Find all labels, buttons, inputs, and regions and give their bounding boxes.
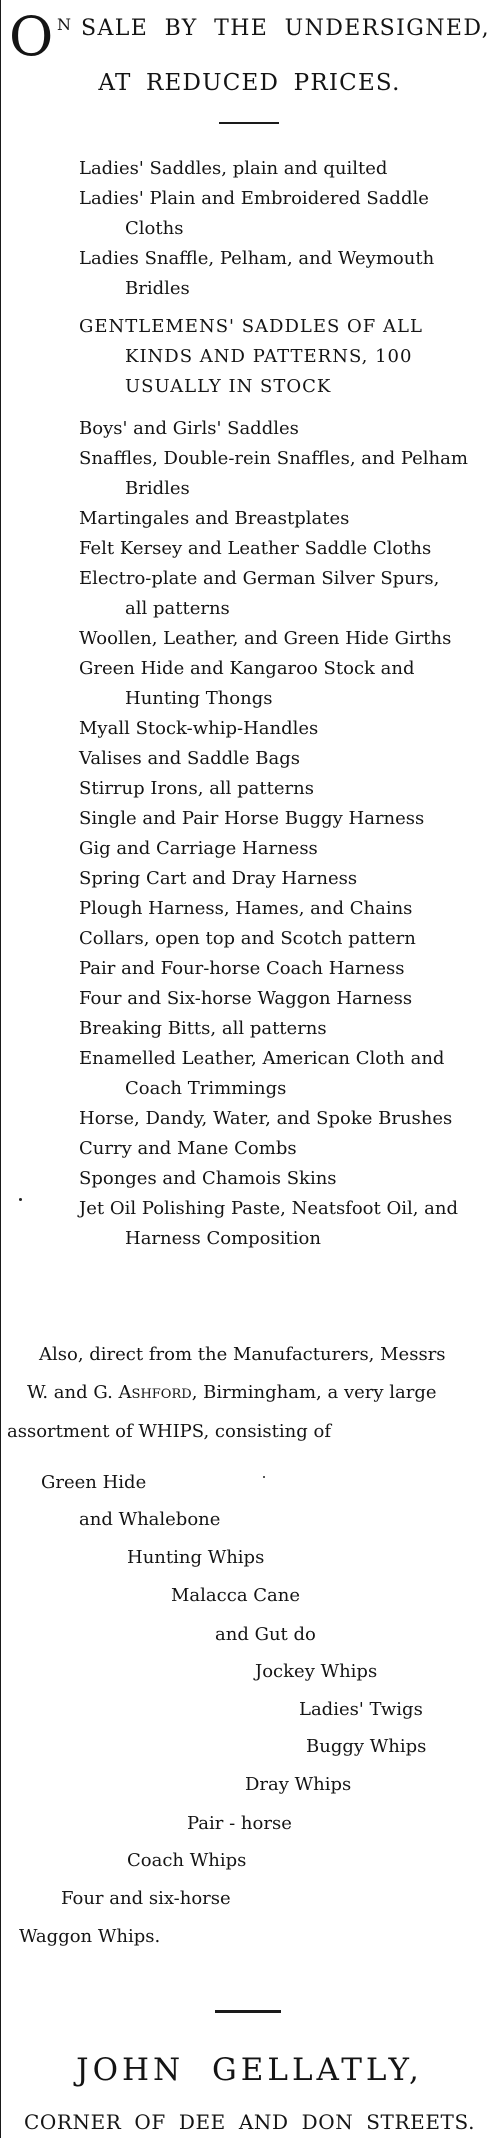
list-item <box>79 774 489 804</box>
list-item <box>79 894 489 924</box>
list-item-line: Boys' and Girls' Saddles <box>79 418 299 439</box>
list-item <box>79 184 489 244</box>
whip-item: and Whalebone <box>79 1509 221 1530</box>
whip-item: Hunting Whips <box>127 1547 265 1568</box>
list-item <box>79 744 489 774</box>
list-item-line: Martingales and Breastplates <box>79 508 350 529</box>
list-item-line: Collars, open top and Scotch pattern <box>79 928 416 949</box>
merchant-name: JOHN GELLATLY, <box>76 2052 423 2088</box>
list-item-continuation: Harness Composition <box>125 1228 321 1249</box>
list-item-line: GENTLEMENS' SADDLES OF ALL <box>79 316 423 337</box>
whip-item: Jockey Whips <box>255 1661 378 1682</box>
list-item <box>79 444 489 504</box>
also-line-1: Also, direct from the Manufacturers, Messrs <box>39 1344 446 1365</box>
list-item <box>79 504 489 534</box>
list-item <box>79 244 489 304</box>
also-line-2-a: W. and G. <box>27 1382 119 1403</box>
whip-item: Malacca Cane <box>171 1585 301 1606</box>
heading-line-1-text: SALE BY THE UNDERSIGNED, <box>81 16 490 41</box>
list-item-line: Valises and Saddle Bags <box>79 748 300 769</box>
list-item-line: Myall Stock-whip-Handles <box>79 718 319 739</box>
whip-item: Coach Whips <box>127 1850 247 1871</box>
list-item-line: Plough Harness, Hames, and Chains <box>79 898 413 919</box>
print-speck <box>19 1198 22 1201</box>
list-item-line: Ladies' Plain and Embroidered Saddle <box>79 188 429 209</box>
list-item <box>79 834 489 864</box>
whip-item: Waggon Whips. <box>19 1926 161 1947</box>
manufacturer-name: Ashford <box>118 1382 192 1403</box>
list-item <box>79 154 489 184</box>
list-item-line: Spring Cart and Dray Harness <box>79 868 358 889</box>
list-item-line: Felt Kersey and Leather Saddle Cloths <box>79 538 432 559</box>
heading-divider <box>219 122 279 124</box>
list-item <box>79 804 489 834</box>
list-item <box>79 1164 489 1194</box>
whip-item: and Gut do <box>215 1624 316 1645</box>
whip-item: Four and six-horse <box>61 1888 231 1909</box>
list-item <box>79 954 489 984</box>
also-line-2-b: , Birmingham, a very large <box>191 1382 437 1403</box>
list-item-line: Pair and Four-horse Coach Harness <box>79 958 405 979</box>
heading-line-2: AT REDUCED PRICES. <box>98 70 401 96</box>
list-item <box>79 1104 489 1134</box>
list-item <box>79 1044 489 1104</box>
list-item-line: Horse, Dandy, Water, and Spoke Brushes <box>79 1108 453 1129</box>
list-item-line: Breaking Bitts, all patterns <box>79 1018 327 1039</box>
list-item <box>79 534 489 564</box>
list-item-line: Stirrup Irons, all patterns <box>79 778 314 799</box>
list-item-line: Ladies' Saddles, plain and quilted <box>79 158 388 179</box>
whip-item: Buggy Whips <box>306 1736 427 1757</box>
footer-divider <box>215 2010 281 2013</box>
list-item-continuation: Coach Trimmings <box>125 1078 287 1099</box>
list-item-continuation: KINDS AND PATTERNS, 100 <box>125 346 413 367</box>
list-item <box>79 414 489 444</box>
list-item-continuation: Cloths <box>125 218 184 239</box>
list-item-continuation: all patterns <box>125 598 230 619</box>
list-item <box>79 1014 489 1044</box>
list-item <box>79 984 489 1014</box>
list-item-line: Sponges and Chamois Skins <box>79 1168 337 1189</box>
whip-item: Green Hide <box>41 1472 147 1493</box>
list-item-line: Gig and Carriage Harness <box>79 838 318 859</box>
list-item-line: Curry and Mane Combs <box>79 1138 297 1159</box>
whip-item: Ladies' Twigs <box>299 1699 423 1720</box>
list-item <box>79 864 489 894</box>
list-item <box>79 624 489 654</box>
list-item <box>79 654 489 714</box>
list-item <box>79 312 489 402</box>
list-item <box>79 1194 489 1254</box>
list-item-line: Ladies Snaffle, Pelham, and Weymouth <box>79 248 435 269</box>
list-item-line: Woollen, Leather, and Green Hide Girths <box>79 628 452 649</box>
list-item <box>79 1134 489 1164</box>
whip-item: Dray Whips <box>245 1774 352 1795</box>
list-item-line: Snaffles, Double-rein Snaffles, and Pelham <box>79 448 468 469</box>
list-item-continuation: Bridles <box>125 478 190 499</box>
list-item-continuation: Hunting Thongs <box>125 688 273 709</box>
also-line-2 <box>27 1374 491 1412</box>
list-item-line: Electro-plate and German Silver Spurs, <box>79 568 440 589</box>
merchant-address: CORNER OF DEE AND DON STREETS. <box>23 2110 476 2134</box>
whip-item: Pair - horse <box>187 1813 292 1834</box>
list-item-line: Jet Oil Polishing Paste, Neatsfoot Oil, and <box>79 1198 459 1219</box>
list-item-continuation: USUALLY IN STOCK <box>125 376 332 397</box>
list-item-line: Enamelled Leather, American Cloth and <box>79 1048 445 1069</box>
also-line-3: assortment of WHIPS, consisting of <box>7 1421 331 1442</box>
list-item-line: Single and Pair Horse Buggy Harness <box>79 808 425 829</box>
print-speck <box>263 1476 265 1478</box>
heading-sup: N <box>57 15 71 34</box>
heading-line-1 <box>57 16 490 41</box>
list-item-line: Green Hide and Kangaroo Stock and <box>79 658 415 679</box>
list-item <box>79 714 489 744</box>
list-item <box>79 924 489 954</box>
drop-cap: O <box>9 5 54 68</box>
list-item <box>79 564 489 624</box>
list-item-continuation: Bridles <box>125 278 190 299</box>
list-item-line: Four and Six-horse Waggon Harness <box>79 988 413 1009</box>
